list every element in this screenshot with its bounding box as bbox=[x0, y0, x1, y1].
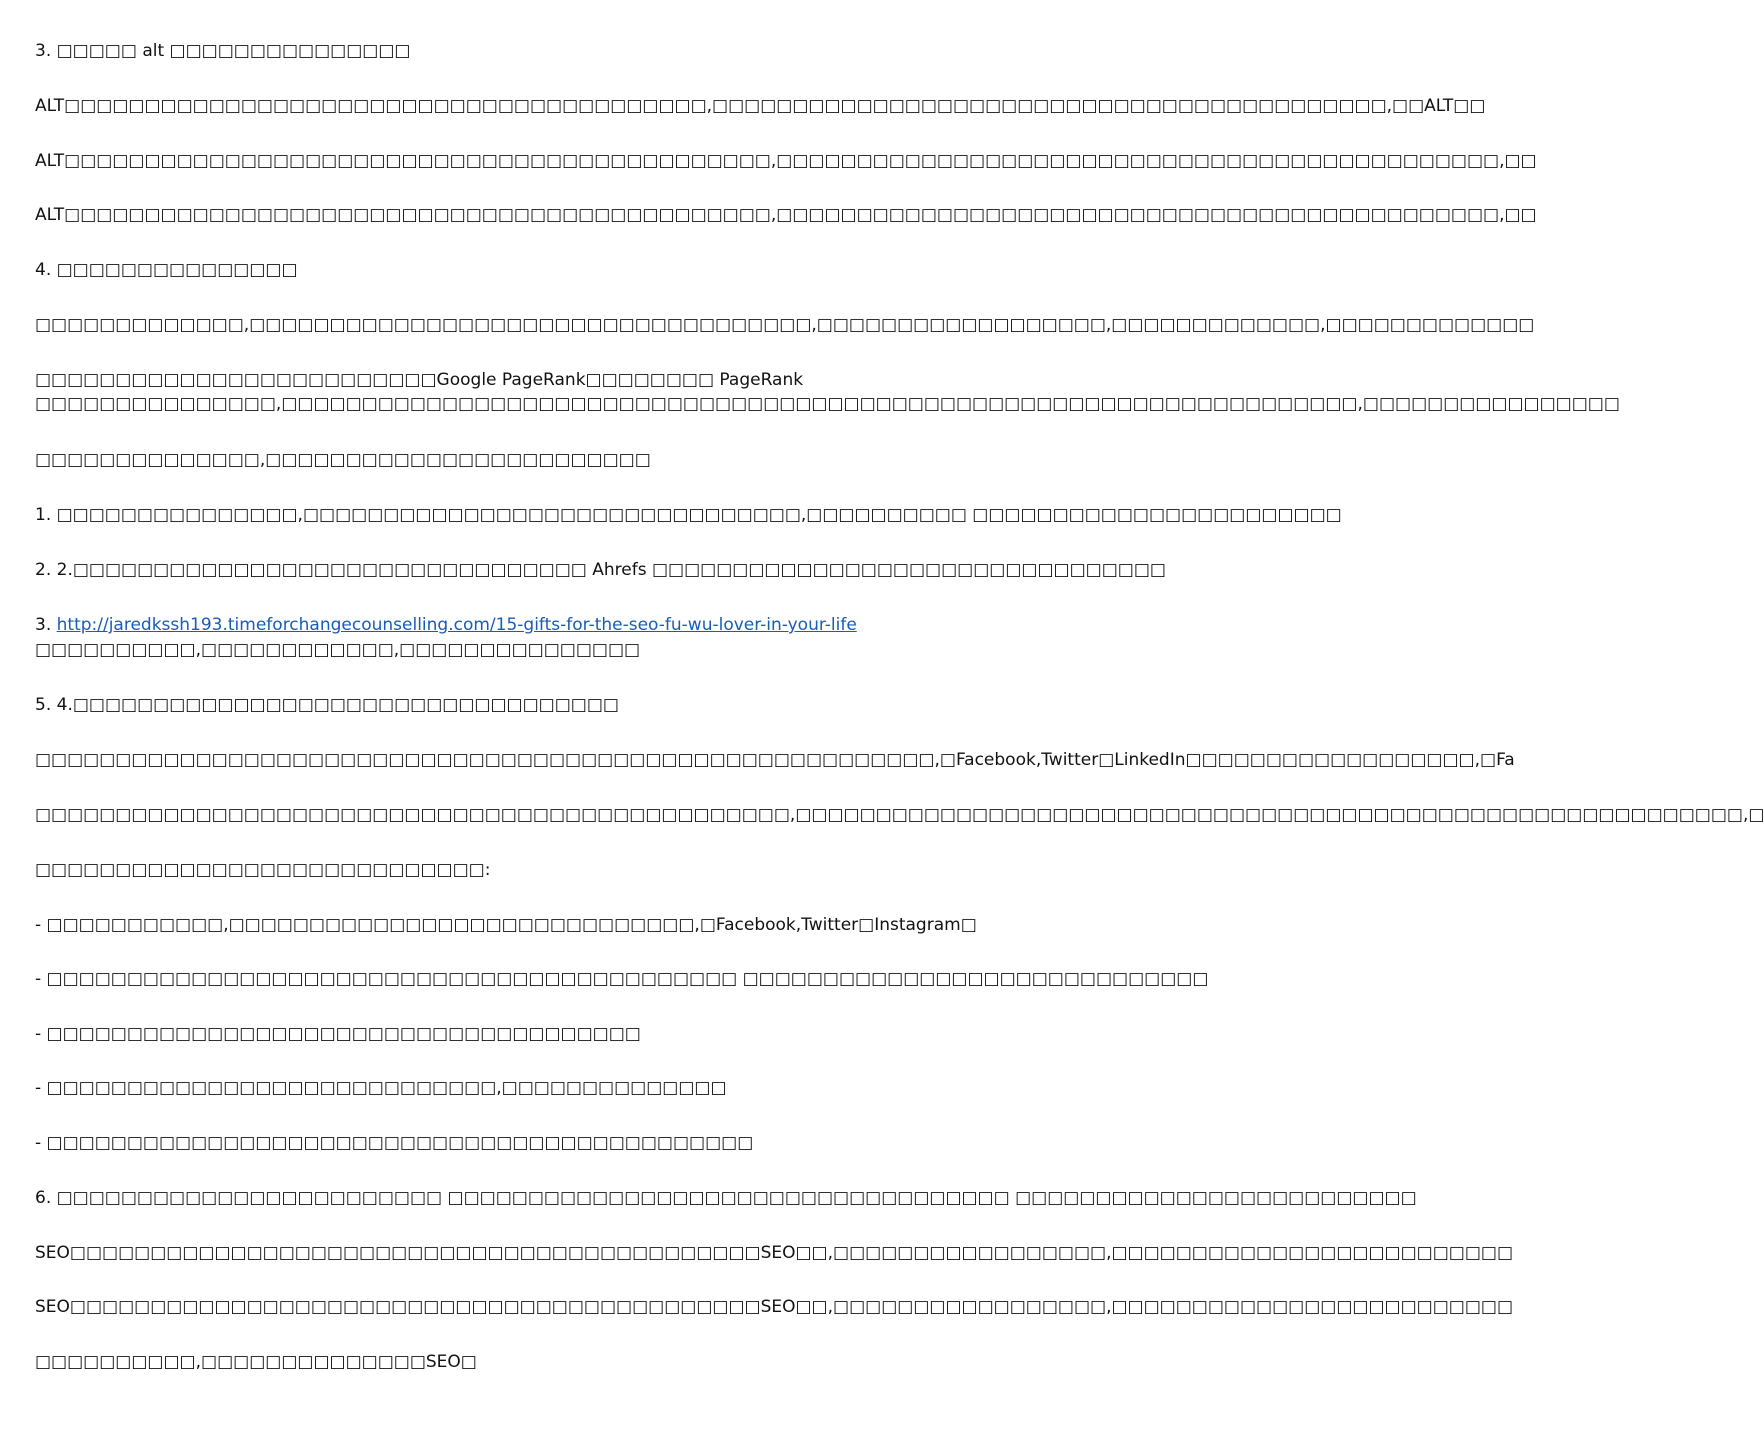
paragraph-alt-2: ALT□□□□□□□□□□□□□□□□□□□□□□□□□□□□□□□□□□□□□□□□□□□□,□□□□□□□□□□□□□□□□□□□□□□□□□□□□□□□□□□□□□□□□□□□□□,□□ bbox=[35, 151, 1537, 171]
list-item-1: 1. □□□□□□□□□□□□□□□,□□□□□□□□□□□□□□□□□□□□□□□□□□□□□□□,□□□□□□□□□□ □□□□□□□□□□□□□□□□□□□□□□□ bbox=[35, 505, 1342, 525]
paragraph-social-1: □□□□□□□□□□□□□□□□□□□□□□□□□□□□□□□□□□□□□□□□□□□□□□□□□□□□□□□□,□Facebook,Twitter□LinkedIn□□□□□□□□□□□□□□□□□□,□Fa bbox=[35, 750, 1515, 770]
bullet-item-5: - □□□□□□□□□□□□□□□□□□□□□□□□□□□□□□□□□□□□□□□□□□□□ bbox=[35, 1133, 754, 1153]
paragraph-bullet-intro: □□□□□□□□□□□□□□□□□□□□□□□□□□□□: bbox=[35, 860, 491, 880]
paragraph-social-2: □□□□□□□□□□□□□□□□□□□□□□□□□□□□□□□□□□□□□□□□□□□□□□□,□□□□□□□□□□□□□□□□□□□□□□□□□□□□□□□□□□□□□□□□□□□□□□□□□□□□□□□□□□□,□ bbox=[35, 805, 1764, 825]
heading-alt-section: 3. □□□□□ alt □□□□□□□□□□□□□□□ bbox=[35, 41, 411, 61]
external-link[interactable]: http://jaredkssh193.timeforchangecounselling.com/15-gifts-for-the-seo-fu-wu-lover-in-your-life bbox=[56, 615, 857, 635]
bullet-item-1: - □□□□□□□□□□□,□□□□□□□□□□□□□□□□□□□□□□□□□□□□□,□Facebook,Twitter□Instagram□ bbox=[35, 915, 977, 935]
paragraph-alt-3: ALT□□□□□□□□□□□□□□□□□□□□□□□□□□□□□□□□□□□□□□□□□□□□,□□□□□□□□□□□□□□□□□□□□□□□□□□□□□□□□□□□□□□□□□□□□□,□□ bbox=[35, 205, 1537, 225]
bullet-item-4: - □□□□□□□□□□□□□□□□□□□□□□□□□□□□,□□□□□□□□□□□□□□ bbox=[35, 1078, 727, 1098]
paragraph-closing: □□□□□□□□□□,□□□□□□□□□□□□□□SEO□ bbox=[35, 1352, 477, 1372]
paragraph-alt-1: ALT□□□□□□□□□□□□□□□□□□□□□□□□□□□□□□□□□□□□□□□□,□□□□□□□□□□□□□□□□□□□□□□□□□□□□□□□□□□□□□□□□□□,□□ALT□□ bbox=[35, 96, 1486, 116]
list-item-3-continuation: □□□□□□□□□□,□□□□□□□□□□□□,□□□□□□□□□□□□□□□ bbox=[35, 640, 641, 660]
list-item-3 bbox=[35, 613, 990, 637]
paragraph-section-4: □□□□□□□□□□□□□,□□□□□□□□□□□□□□□□□□□□□□□□□□□□□□□□□□□,□□□□□□□□□□□□□□□□□□,□□□□□□□□□□□□□,□□□□□□□□□□□□□ bbox=[35, 315, 1535, 335]
list-item-3-prefix: 3. bbox=[35, 615, 57, 635]
heading-section-4: 4. □□□□□□□□□□□□□□□ bbox=[35, 260, 298, 280]
paragraph-pagerank-line-2: □□□□□□□□□□□□□□□,□□□□□□□□□□□□□□□□□□□□□□□□□□□□□□□□□□□□□□□□□□□□□□□□□□□□□□□□□□□□□□□□□□□,□□□□□□□□□□□□□□□□ bbox=[35, 394, 1620, 414]
paragraph-seo-2: SEO□□□□□□□□□□□□□□□□□□□□□□□□□□□□□□□□□□□□□□□□□□□SEO□□,□□□□□□□□□□□□□□□□□,□□□□□□□□□□□□□□□□□□□□□□□□□ bbox=[35, 1297, 1514, 1317]
heading-section-6: 6. □□□□□□□□□□□□□□□□□□□□□□□□ □□□□□□□□□□□□□□□□□□□□□□□□□□□□□□□□□□□ □□□□□□□□□□□□□□□□□□□□□□□□□ bbox=[35, 1188, 1417, 1208]
heading-section-5: 5. 4.□□□□□□□□□□□□□□□□□□□□□□□□□□□□□□□□□□ bbox=[35, 695, 619, 715]
bullet-item-2: - □□□□□□□□□□□□□□□□□□□□□□□□□□□□□□□□□□□□□□□□□□□ □□□□□□□□□□□□□□□□□□□□□□□□□□□□□ bbox=[35, 969, 1209, 989]
list-item-2: 2. 2.□□□□□□□□□□□□□□□□□□□□□□□□□□□□□□□□ Ahrefs □□□□□□□□□□□□□□□□□□□□□□□□□□□□□□□□ bbox=[35, 560, 1166, 580]
paragraph-pagerank-line-1: □□□□□□□□□□□□□□□□□□□□□□□□□Google PageRank□□□□□□□□ PageRank bbox=[35, 370, 804, 390]
paragraph-seo-1: SEO□□□□□□□□□□□□□□□□□□□□□□□□□□□□□□□□□□□□□□□□□□□SEO□□,□□□□□□□□□□□□□□□□□,□□□□□□□□□□□□□□□□□□□□□□□□□ bbox=[35, 1243, 1514, 1263]
bullet-item-3: - □□□□□□□□□□□□□□□□□□□□□□□□□□□□□□□□□□□□□ bbox=[35, 1024, 641, 1044]
paragraph-list-intro: □□□□□□□□□□□□□□,□□□□□□□□□□□□□□□□□□□□□□□□ bbox=[35, 450, 651, 470]
